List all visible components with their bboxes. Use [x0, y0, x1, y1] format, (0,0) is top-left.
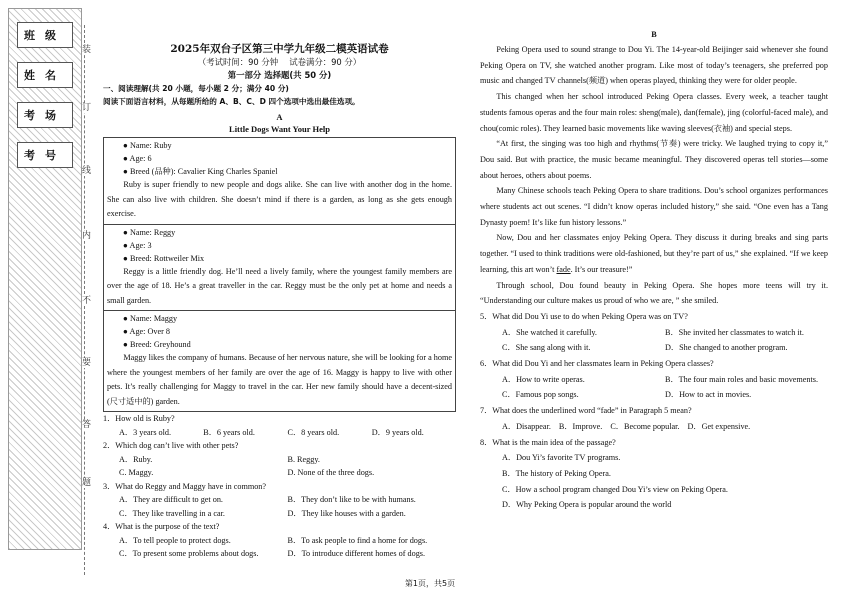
- answer-option[interactable]: B. Reggy.: [287, 454, 320, 464]
- answer-option[interactable]: A．How to write operas.: [502, 374, 585, 384]
- answer-option[interactable]: C．They like travelling in a car.: [119, 508, 225, 518]
- answer-options: [480, 325, 828, 356]
- dog-card-reggy: [104, 225, 455, 312]
- answer-option[interactable]: A．They are difficult to get on.: [119, 495, 223, 504]
- exam-title: 2025年双台子区第三中学九年级二模英语试卷: [170, 43, 389, 55]
- dog-description: Reggy is a little friendly dog. He’ll need a lively family, where the youngest family members are over the age of 18. He’s a great traveller in the car. Reggy must be the only pet at home and needs a small garden.: [107, 266, 452, 305]
- answer-options: [103, 534, 456, 561]
- answer-option[interactable]: C．Become popular.: [610, 421, 680, 431]
- dog-table: [103, 137, 456, 412]
- answer-options: [103, 426, 456, 440]
- answer-options: [480, 419, 828, 435]
- part-one-heading: 第一部分 选择题(共 50 分): [227, 70, 332, 80]
- passage-a-title: Little Dogs Want Your Help: [229, 124, 330, 134]
- passage-b-label: B: [651, 30, 657, 39]
- answer-option[interactable]: A．She watched it carefully.: [502, 327, 597, 337]
- answer-option[interactable]: B．6 years old.: [203, 427, 255, 437]
- section-one-heading: 一、阅读理解(共 20 小题，每小题 2 分；满分 40 分): [103, 84, 289, 93]
- binding-margin-hatch: [8, 8, 82, 550]
- answer-option[interactable]: D．She changed to another program.: [665, 343, 788, 353]
- time-info: （考试时间：90 分钟 试卷满分：90 分）: [197, 57, 362, 67]
- binding-char: 题: [82, 478, 92, 488]
- dog-breed: ● Breed: Greyhound: [123, 340, 191, 349]
- answer-options: [480, 372, 828, 403]
- question-stem: 5．What did Dou Yi use to do when Peking Opera was on TV?: [480, 311, 688, 321]
- answer-option[interactable]: A．Disappear.: [502, 421, 551, 431]
- instruction: 阅读下面语言材料，从每题所给的 A、B、C、D 四个选项中选出最佳选项。: [103, 97, 360, 106]
- passage-b-paragraph: This changed when her school introduced Peking Opera classes. Every week, a teacher taught students famous operas and the four main roles: sheng(male), dan(female), jing (colorful-faced male), and chou(comic roles). They learned basic movements like waving sleeves(衣袖) and special steps.: [480, 92, 828, 133]
- answer-option[interactable]: C．How a school program changed Dou Yi’s view on Peking Opera.: [502, 484, 728, 494]
- answer-option[interactable]: D．9 years old.: [371, 427, 424, 437]
- dog-age: ● Age: Over 8: [123, 327, 171, 336]
- paragraph-text: . It’s our treasure!”: [570, 264, 633, 274]
- exam-number-box: 考号: [17, 142, 73, 168]
- dog-breed: ● Breed (品种): Cavalier King Charles Spaniel: [123, 167, 278, 176]
- dog-description: Maggy likes the company of humans. Because of her nervous nature, she will be looking for a home where the youngest members of her family are over the age of 16. Maggy is happy to live with other pets. It’s really challenging for Maggy to travel in the car. Her new family should have a decent-sized (尺寸适中的) garden.: [107, 353, 452, 406]
- binding-char: 答: [82, 420, 92, 430]
- passage-b-paragraph: “At first, the singing was too high and rhythms(节奏) were tricky. We laughed trying to copy it,” Dou said. But with practice, the music became meaningful. They discovered operas tell stories—some about heroes, others about poems.: [480, 139, 828, 180]
- passage-b-paragraph: [480, 230, 828, 277]
- binding-char: 订: [82, 103, 92, 113]
- answer-option[interactable]: C．Famous pop songs.: [502, 390, 579, 400]
- answer-option[interactable]: B．Improve.: [558, 421, 603, 431]
- answer-option[interactable]: C．To present some problems about dogs.: [119, 549, 259, 558]
- dog-age: ● Age: 6: [123, 154, 152, 163]
- dog-name: ● Name: Reggy: [123, 227, 176, 237]
- passage-b-questions: [480, 309, 828, 513]
- binding-char: 内: [82, 231, 92, 241]
- question-stem: 8．What is the main idea of the passage?: [480, 437, 616, 447]
- answer-option[interactable]: C. Maggy.: [119, 468, 154, 477]
- answer-option[interactable]: A．Dou Yi’s favorite TV programs.: [502, 453, 621, 463]
- question-stem: 1．How old is Ruby?: [103, 414, 175, 423]
- left-column: [103, 28, 456, 561]
- question-stem: 3．What do Reggy and Maggy have in common?: [103, 481, 267, 491]
- dog-card-ruby: [104, 138, 455, 225]
- binding-char: 装: [82, 45, 92, 55]
- passage-b-paragraph: Peking Opera used to sound strange to Dou Yi. The 14-year-old Beijinger said whenever she found Peking Opera on TV, she watched another program. Like most of today’s teenagers, she preferred pop music and changed TV channels(频道) when operas played, thinking they were for older people.: [480, 45, 828, 86]
- dog-description: Ruby is super friendly to new people and dogs alike. She can live with another dog in the home. She can also live with children. She doesn’t mind if there is a garden, as long as she gets enough exercise.: [107, 180, 452, 218]
- answer-option[interactable]: D．To introduce different homes of dogs.: [287, 549, 426, 558]
- exam-room-box: 考场: [17, 102, 73, 128]
- question-stem: 2．Which dog can’t live with other pets?: [103, 441, 239, 450]
- answer-option[interactable]: B．The four main roles and basic movements.: [665, 374, 819, 384]
- answer-option[interactable]: D．Get expensive.: [687, 421, 751, 431]
- answer-option[interactable]: B．To ask people to find a home for dogs.: [287, 535, 428, 545]
- passage-a-label: A: [276, 112, 283, 122]
- question-stem: 7．What does the underlined word “fade” in Paragraph 5 mean?: [480, 406, 692, 416]
- binding-char: 线: [82, 166, 92, 176]
- class-box: 班级: [17, 22, 73, 48]
- answer-option[interactable]: D．Why Peking Opera is popular around the world: [502, 500, 672, 510]
- underlined-word: fade: [556, 264, 571, 274]
- answer-option[interactable]: B．The history of Peking Opera.: [502, 468, 611, 478]
- answer-option[interactable]: C．8 years old.: [287, 427, 340, 437]
- passage-b-paragraph: Through school, Dou found beauty in Peking Opera. She hopes more teens will try it. “Understanding our culture makes us proud of who we are, ” she smiled.: [480, 280, 828, 306]
- answer-option[interactable]: B．They don’t like to be with humans.: [287, 495, 416, 504]
- answer-option[interactable]: A．3 years old.: [119, 427, 172, 437]
- answer-option[interactable]: A．Ruby.: [119, 454, 153, 464]
- answer-options: [103, 453, 456, 480]
- answer-options: [103, 493, 456, 520]
- answer-option[interactable]: B．She invited her classmates to watch it.: [665, 327, 804, 337]
- question-stem: 4．What is the purpose of the text?: [103, 522, 220, 531]
- name-box: 姓名: [17, 62, 73, 88]
- dog-breed: ● Breed: Rottweiler Mix: [123, 253, 205, 263]
- right-column: [480, 28, 828, 513]
- binding-char: 要: [82, 358, 92, 368]
- dog-name: ● Name: Maggy: [123, 314, 178, 323]
- paragraph-text: Now, Dou and her classmates enjoy Peking Opera. They discuss it during breaks and sing parts together. “I used to think traditions were old-fashioned, but they’re part of us,” she explained. “If we keep learning, this art won’t: [480, 233, 828, 274]
- passage-b-paragraph: Many Chinese schools teach Peking Opera to share traditions. Dou’s school organizes performances where students act out scenes. “I didn’t know operas included history,” she said. “One even has a Tang Dynasty poem! It’s like fun history lessons.”: [480, 186, 828, 227]
- answer-option[interactable]: D．They like houses with a garden.: [287, 508, 406, 518]
- dog-name: ● Name: Ruby: [123, 141, 172, 150]
- answer-option[interactable]: D. None of the three dogs.: [287, 468, 375, 477]
- question-stem: 6．What did Dou Yi and her classmates learn in Peking Opera classes?: [480, 359, 714, 369]
- answer-option[interactable]: D．How to act in movies.: [665, 390, 752, 400]
- page-footer: 第1页，共5页: [404, 579, 456, 588]
- binding-char: 不: [82, 296, 92, 306]
- answer-option[interactable]: C．She sang along with it.: [502, 343, 591, 353]
- answer-option[interactable]: A．To tell people to protect dogs.: [119, 535, 231, 545]
- dog-card-maggy: [104, 311, 455, 411]
- passage-a-questions: [103, 412, 456, 561]
- dog-age: ● Age: 3: [123, 240, 152, 250]
